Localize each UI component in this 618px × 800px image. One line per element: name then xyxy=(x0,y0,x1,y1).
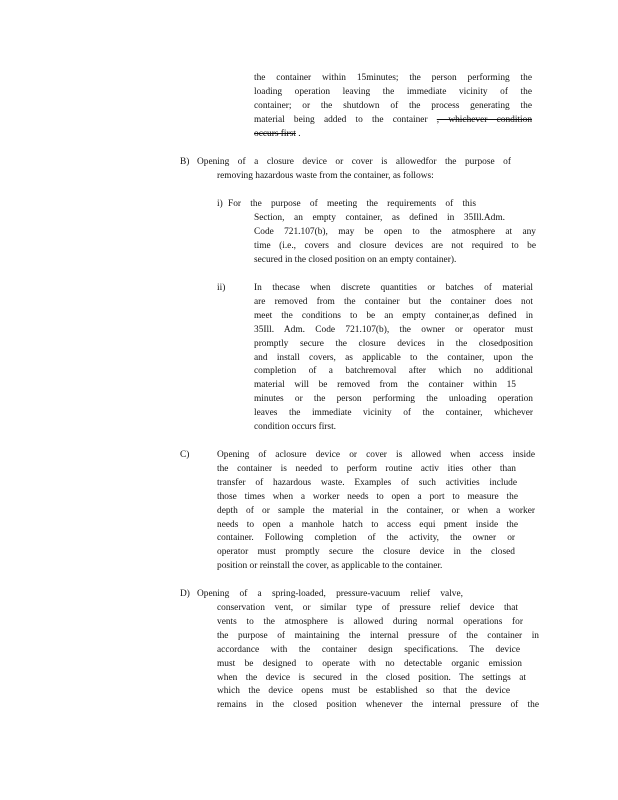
section-b-label: B) xyxy=(180,157,190,167)
paragraph-line: when the device is secured in the closed position. The settings at xyxy=(217,672,526,683)
item-line: Code 721.107(b), may be open to the atmosphere at any xyxy=(254,226,536,237)
paragraph-line: transfer of hazardous waste. Examples of such activities include xyxy=(217,477,517,488)
paragraph-line: container. Following completion of the activity, the owner or xyxy=(217,533,515,544)
item-line: secured in the closed position on an empty container). xyxy=(254,254,457,265)
item-line: minutes or the person performing the unloading operation xyxy=(254,394,533,405)
item-ii-label: ii) xyxy=(217,283,226,293)
paragraph-line: loading operation leaving the immediate vicinity of the xyxy=(254,86,532,97)
section-d-body xyxy=(217,602,539,713)
continued-paragraph xyxy=(254,72,532,142)
paragraph-line-with-strike xyxy=(254,114,532,128)
item-line: meet the conditions to be an empty container,as defined in xyxy=(254,310,533,321)
paragraph-line: needs to open a manhole hatch to access equi pment inside the xyxy=(217,519,518,530)
paragraph-line: the purpose of maintaining the internal pressure of the container in xyxy=(217,630,539,641)
section-c-body xyxy=(217,449,535,574)
item-line: are removed from the container but the container does not xyxy=(254,296,533,307)
paragraph-text: material being added to the container xyxy=(254,114,428,125)
paragraph-line: vents to the atmosphere is allowed during normal operations for xyxy=(217,616,523,627)
item-i-label: i) xyxy=(217,199,223,209)
item-line: promptly secure the closure devices in the closedposition xyxy=(254,338,533,349)
paragraph-line: accordance with the container design specifications. The device xyxy=(217,644,520,655)
paragraph-line: the container is needed to perform routine activ ities other than xyxy=(217,463,516,474)
item-line: 35Ill. Adm. Code 721.107(b), the owner or operator must xyxy=(254,324,533,335)
heading-line: removing hazardous waste from the container, as follows: xyxy=(217,171,434,181)
heading-line: Opening of a closure device or cover is allowedfor the purpose of xyxy=(197,157,511,167)
item-i-first-line xyxy=(228,198,476,212)
item-i-body xyxy=(254,212,536,268)
item-ii-body xyxy=(254,282,533,435)
section-b-heading-first xyxy=(197,156,511,170)
paragraph-line: the container within 15minutes; the person performing the xyxy=(254,73,532,83)
paragraph-line: conservation vent, or similar type of pressure relief device that xyxy=(217,603,518,613)
paragraph-line: must be designed to operate with no detectable organic emission xyxy=(217,658,522,669)
section-d-label: D) xyxy=(180,589,190,599)
item-line: completion of a batchremoval after which no additional xyxy=(254,366,533,377)
item-line: For the purpose of meeting the requirements of this xyxy=(228,199,476,209)
paragraph-line: remains in the closed position whenever the internal pressure of the xyxy=(217,700,539,711)
paragraph-line: Opening of a spring-loaded, pressure-vacuum relief valve, xyxy=(197,589,463,599)
paragraph-line: Opening of aclosure device or cover is allowed when access inside xyxy=(217,450,535,460)
item-line: and install covers, as applicable to the container, upon the xyxy=(254,352,533,363)
paragraph-line: which the device opens must be established so that the device xyxy=(217,686,510,697)
section-b-heading-rest xyxy=(217,170,511,184)
section-c-label: C) xyxy=(180,450,190,460)
item-line: leaves the immediate vicinity of the container, whichever xyxy=(254,408,533,419)
section-d-first-line xyxy=(197,588,463,602)
struck-text: occurs first xyxy=(254,128,296,139)
paragraph-line: operator must promptly secure the closure device in the closed xyxy=(217,547,515,558)
item-line: condition occurs first. xyxy=(254,422,337,433)
paragraph-line: position or reinstall the cover, as applicable to the container. xyxy=(217,561,443,572)
paragraph-line: those times when a worker needs to open a port to measure the xyxy=(217,491,518,502)
paragraph-line-struck: occurs first . xyxy=(254,128,301,139)
item-line: In thecase when discrete quantities or batches of material xyxy=(254,283,533,293)
item-line: material will be removed from the container within 15 xyxy=(254,380,516,391)
item-line: time (i.e., covers and closure devices are not required to be xyxy=(254,240,536,251)
item-line: Section, an empty container, as defined in 35Ill.Adm. xyxy=(254,213,505,223)
struck-text: , whichever condition xyxy=(436,114,533,125)
paragraph-line: container; or the shutdown of the process generating the xyxy=(254,100,532,111)
paragraph-line: depth of or sample the material in the container, or when a worker xyxy=(217,505,535,516)
